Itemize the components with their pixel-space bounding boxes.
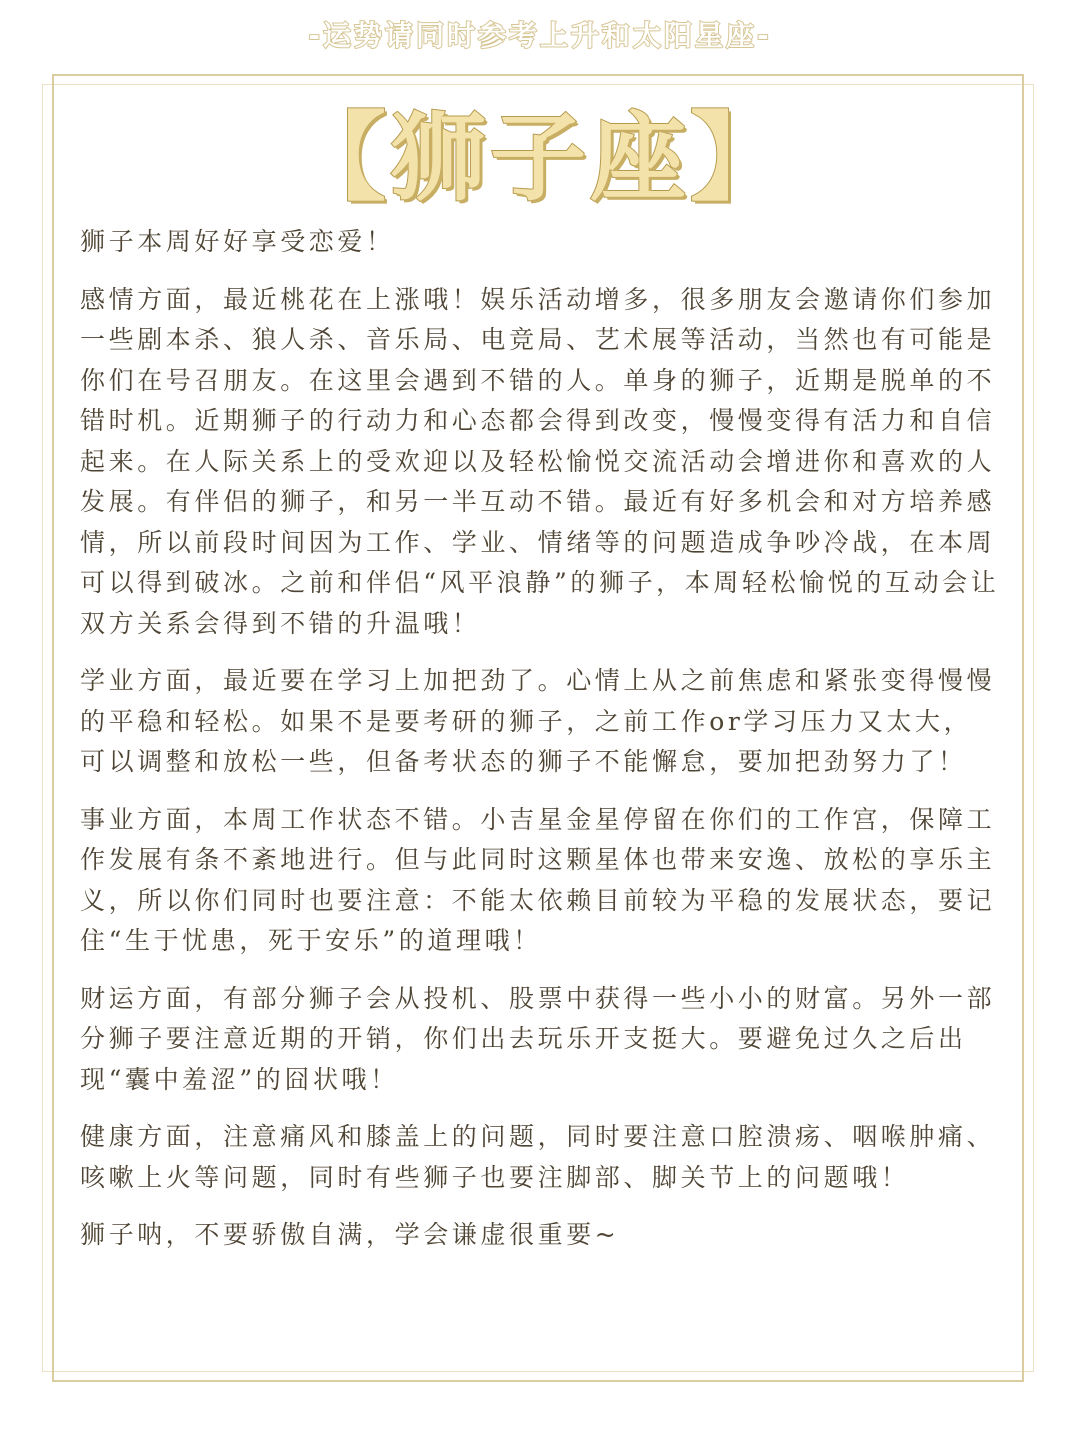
banner-text: -运势请同时参考上升和太阳星座- bbox=[308, 19, 772, 52]
horoscope-article bbox=[80, 222, 1000, 1273]
study-paragraph: 学业方面，最近要在学习上加把劲了。心情上从之前焦虑和紧张变得慢慢的平稳和轻松。如果不是要考研的狮子，之前工作or学习压力又太大，可以调整和放松一些，但备考状态的狮子不能懈怠，要加把劲努力了！ bbox=[80, 666, 996, 776]
page-title: 【狮子座】 bbox=[290, 102, 790, 214]
closing-paragraph: 狮子呐，不要骄傲自满，学会谦虚很重要~ bbox=[80, 1220, 620, 1249]
wealth-paragraph: 财运方面，有部分狮子会从投机、股票中获得一些小小的财富。另外一部分狮子要注意近期的开销，你们出去玩乐开支挺大。要避免过久之后出现“囊中羞涩”的囧状哦！ bbox=[80, 983, 996, 1094]
health-paragraph: 健康方面，注意痛风和膝盖上的问题，同时要注意口腔溃疡、咽喉肿痛、咳嗽上火等问题，同时有些狮子也要注脚部、脚关节上的问题哦！ bbox=[80, 1122, 996, 1192]
love-paragraph: 感情方面，最近桃花在上涨哦！娱乐活动增多，很多朋友会邀请你们参加一些剧本杀、狼人杀、音乐局、电竞局、艺术展等活动，当然也有可能是你们在号召朋友。在这里会遇到不错的人。单身的狮子，近期是脱单的不错时机。近期狮子的行动力和心态都会得到改变，慢慢变得有活力和自信起来。在人际关系上的受欢迎以及轻松愉悦交流活动会增进你和喜欢的人发展。有伴侣的狮子，和另一半互动不错。最近有好多机会和对方培养感情，所以前段时间因为工作、学业、情绪等的问题造成争吵冷战，在本周可以得到破冰。之前和伴侣“风平浪静”的狮子，本周轻松愉悦的互动会让双方关系会得到不错的升温哦！ bbox=[80, 284, 1000, 638]
career-paragraph: 事业方面，本周工作状态不错。小吉星金星停留在你们的工作宫，保障工作发展有条不紊地进行。但与此同时这颗星体也带来安逸、放松的享乐主义，所以你们同时也要注意：不能太依赖目前较为平稳的发展状态，要记住“生于忧患，死于安乐”的道理哦！ bbox=[80, 804, 996, 955]
intro-paragraph: 狮子本周好好享受恋爱！ bbox=[80, 227, 395, 256]
